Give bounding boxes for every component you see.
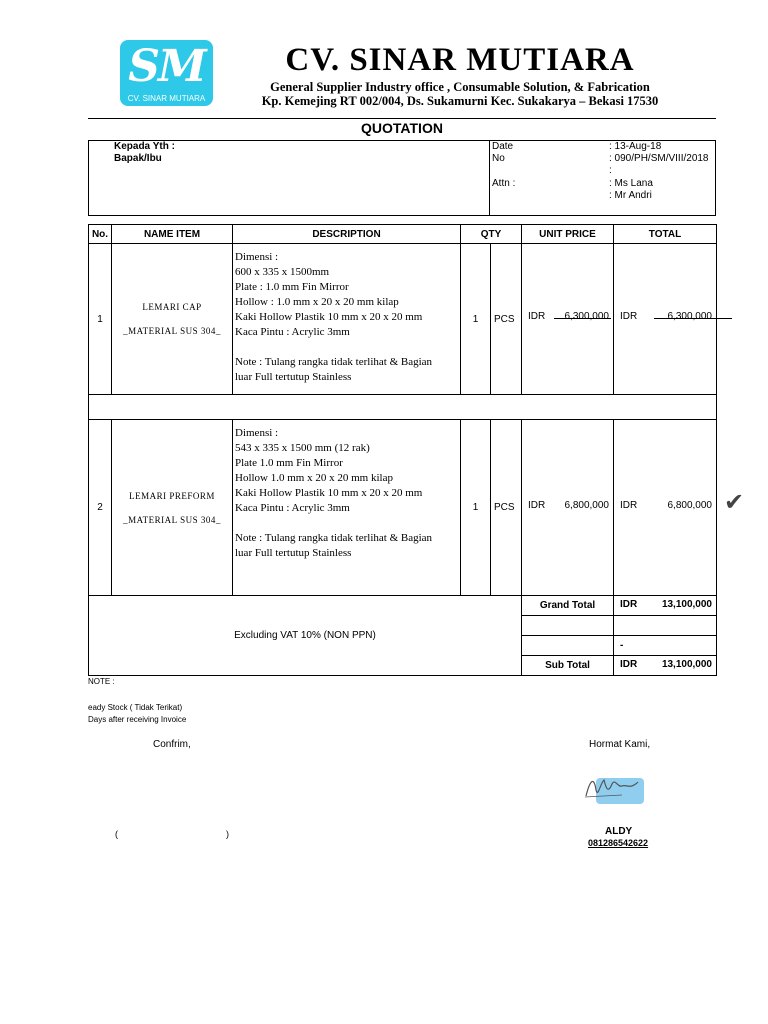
item-unit-price-cell	[522, 244, 614, 395]
sub-total-value: 13,100,000	[661, 659, 712, 670]
notes-line-1: eady Stock ( Tidak Terikat)	[88, 703, 183, 712]
table-row	[89, 244, 717, 395]
checkmark-icon: ✔	[724, 489, 745, 516]
currency-label: IDR	[620, 659, 638, 670]
attn-value-2: : Mr Andri	[609, 190, 652, 201]
item-name-cell	[112, 420, 233, 596]
sub-total-cell	[614, 656, 717, 676]
item-total-cell	[614, 420, 717, 596]
quote-no-value: : 090/PH/SM/VIII/2018	[609, 153, 709, 164]
document-title: QUOTATION	[361, 120, 443, 136]
currency-label: IDR	[620, 500, 638, 511]
logo-caption: CV. SINAR MUTIARA	[127, 94, 206, 103]
date-label: Date	[492, 141, 514, 152]
desc-line: Plate 1.0 mm Fin Mirror	[235, 457, 343, 469]
grand-total-row	[89, 596, 717, 616]
paren-open: (	[115, 829, 118, 839]
grand-total-value: 13,100,000	[661, 599, 712, 610]
signer-name: ALDY	[605, 826, 633, 837]
table-row	[89, 420, 717, 596]
desc-spacer	[235, 340, 458, 355]
strikethrough-line	[554, 318, 611, 319]
currency-label: IDR	[528, 311, 546, 322]
header-name-item: NAME ITEM	[112, 225, 233, 244]
item-unit-price: 6,300,000	[564, 311, 609, 322]
header-divider	[88, 118, 716, 119]
item-description	[233, 244, 461, 395]
item-unit: PCS	[491, 420, 522, 596]
item-qty: 1	[461, 244, 491, 395]
spacer-cell	[89, 395, 717, 420]
item-material: _MATERIAL SUS 304_	[123, 326, 221, 336]
currency-label: IDR	[620, 599, 638, 610]
grand-total-cell	[614, 596, 717, 616]
blank-cell	[522, 636, 614, 656]
attn-label: Attn :	[492, 178, 516, 189]
item-name-cell	[112, 244, 233, 395]
desc-line: Plate : 1.0 mm Fin Mirror	[235, 281, 349, 293]
date-value: : 13-Aug-18	[609, 141, 662, 152]
item-unit-price: 6,800,000	[564, 500, 609, 511]
item-no: 1	[89, 244, 112, 395]
info-divider	[489, 140, 490, 216]
logo-letters: SM	[128, 41, 205, 92]
vat-note-cell	[89, 596, 522, 676]
desc-line: 600 x 335 x 1500mm	[235, 266, 330, 278]
notes-line-2: Days after receiving Invoice	[88, 715, 187, 724]
desc-line: Dimensi :	[235, 427, 279, 439]
notes-title: NOTE :	[88, 677, 115, 686]
regards-label: Hormat Kami,	[589, 739, 651, 750]
quote-no-label: No	[492, 153, 505, 164]
desc-line: Kaki Hollow Plastik 10 mm x 20 x 20 mm	[235, 487, 423, 499]
desc-line: Hollow : 1.0 mm x 20 x 20 mm kilap	[235, 296, 399, 308]
header-description: DESCRIPTION	[233, 225, 461, 244]
desc-line: Note : Tulang rangka tidak terlihat & Bagian	[235, 532, 433, 544]
header-unit-price: UNIT PRICE	[522, 225, 614, 244]
item-material: _MATERIAL SUS 304_	[123, 514, 221, 525]
company-tagline: General Supplier Industry office , Consumable Solution, & Fabrication	[270, 80, 650, 94]
confirm-label: Confrim,	[153, 739, 191, 750]
header-total: TOTAL	[614, 225, 717, 244]
header-qty: QTY	[461, 225, 522, 244]
company-address: Kp. Kemejing RT 002/004, Ds. Sukamurni Kec. Sukakarya – Bekasi 17530	[261, 94, 659, 108]
paren-close: )	[226, 829, 229, 839]
item-name: LEMARI CAP	[142, 302, 202, 312]
desc-line: Dimensi :	[235, 251, 279, 263]
item-name: LEMARI PREFORM	[129, 490, 215, 501]
signer-phone: 081286542622	[588, 838, 649, 848]
currency-label: IDR	[620, 311, 638, 322]
desc-line: Kaca Pintu : Acrylic 3mm	[235, 326, 350, 338]
desc-spacer	[235, 516, 458, 531]
item-unit-price-cell	[522, 420, 614, 596]
item-qty: 1	[461, 420, 491, 596]
item-total-cell	[614, 244, 717, 395]
blank-field-value: :	[609, 165, 612, 176]
desc-line: Hollow 1.0 mm x 20 x 20 mm kilap	[235, 472, 393, 484]
desc-line: Note : Tulang rangka tidak terlihat & Bagian	[235, 356, 433, 368]
dash-value: -	[614, 636, 717, 656]
signature-scribble	[582, 770, 642, 804]
item-no: 2	[89, 420, 112, 596]
company-logo	[120, 40, 213, 106]
item-description	[233, 420, 461, 596]
desc-line: luar Full tertutup Stainless	[235, 371, 352, 383]
blank-cell	[614, 616, 717, 636]
blank-cell	[522, 616, 614, 636]
strikethrough-line	[654, 318, 732, 319]
item-total: 6,300,000	[667, 311, 712, 322]
desc-line: Kaki Hollow Plastik 10 mm x 20 x 20 mm	[235, 311, 423, 323]
desc-line: Kaca Pintu : Acrylic 3mm	[235, 502, 350, 514]
company-name: CV. SINAR MUTIARA	[285, 42, 635, 78]
attn-value-1: : Ms Lana	[609, 178, 653, 189]
sub-total-label: Sub Total	[522, 656, 614, 676]
grand-total-label: Grand Total	[522, 596, 614, 616]
desc-line: luar Full tertutup Stainless	[235, 547, 352, 559]
quotation-table	[88, 224, 717, 676]
recipient-label: Kepada Yth :	[114, 141, 175, 152]
table-header-row	[89, 225, 717, 244]
item-total: 6,800,000	[667, 500, 712, 511]
desc-line: 543 x 335 x 1500 mm (12 rak)	[235, 442, 370, 454]
header-no: No.	[89, 225, 112, 244]
item-unit: PCS	[491, 244, 522, 395]
vat-note: Excluding VAT 10% (NON PPN)	[234, 630, 376, 641]
currency-label: IDR	[528, 500, 546, 511]
recipient-name: Bapak/Ibu	[114, 153, 162, 164]
spacer-row	[89, 395, 717, 420]
